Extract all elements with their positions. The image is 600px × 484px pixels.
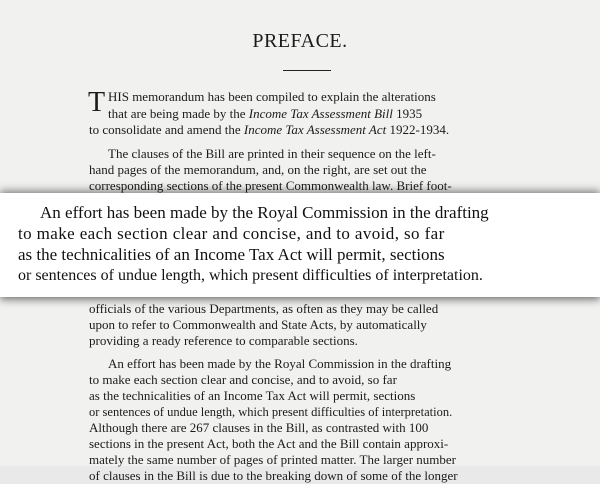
para4-line8: of clauses in the Bill is due to the breaking down of some of the longer bbox=[89, 468, 458, 483]
para2-line2: hand pages of the memorandum, and, on the right, are set out the bbox=[89, 162, 427, 177]
zoom-line1: An effort has been made by the Royal Commission in the drafting bbox=[40, 203, 489, 222]
para4-line5: Although there are 267 clauses in the Bill, as contrasted with 100 bbox=[89, 420, 429, 435]
drop-cap: T bbox=[88, 87, 106, 118]
bill-title: Income Tax Assessment Bill bbox=[248, 106, 393, 121]
page-title: PREFACE. bbox=[252, 30, 348, 52]
zoom-line3: as the technicalities of an Income Tax Act will permit, sections bbox=[18, 245, 445, 264]
title-rule bbox=[283, 70, 331, 71]
para4-line6: sections in the present Act, both the Act and the Bill contain approxi- bbox=[89, 436, 449, 451]
act-title: Income Tax Assessment Act bbox=[243, 122, 387, 137]
para4-line1: An effort has been made by the Royal Commission in the drafting bbox=[108, 356, 452, 371]
para4-line3: as the technicalities of an Income Tax Act will permit, sections bbox=[89, 388, 416, 403]
para1-line1: HIS memorandum has been compiled to explain the alterations bbox=[108, 89, 436, 104]
zoom-line4: or sentences of undue length, which present difficulties of interpretation. bbox=[18, 267, 483, 284]
para1-line3 bbox=[89, 122, 449, 138]
para1-line3-years: 1922-1934. bbox=[386, 122, 450, 137]
para2-line1: The clauses of the Bill are printed in their sequence on the left- bbox=[108, 146, 436, 161]
para1-line3-text: to consolidate and amend the bbox=[89, 122, 244, 137]
para3-line3: providing a ready reference to comparable sections. bbox=[89, 333, 358, 348]
magnified-excerpt bbox=[0, 193, 600, 297]
para4-line7: mately the same number of pages of printed matter. The larger number bbox=[89, 452, 457, 467]
para4-line4: or sentences of undue length, which present difficulties of interpretation. bbox=[89, 405, 453, 419]
para1-line2-text: that are being made by the bbox=[108, 106, 249, 121]
para3-line1: officials of the various Departments, as often as they may be called bbox=[89, 301, 439, 316]
para1-line2 bbox=[108, 106, 422, 122]
para4-line2: to make each section clear and concise, and to avoid, so far bbox=[89, 372, 397, 387]
zoom-line2: to make each section clear and concise, and to avoid, so far bbox=[18, 224, 445, 243]
para2-line3: corresponding sections of the present Commonwealth law. Brief foot- bbox=[89, 178, 452, 193]
para3-line2: upon to refer to Commonwealth and State Acts, by automatically bbox=[89, 317, 427, 332]
para1-line2-year: 1935 bbox=[392, 106, 423, 121]
